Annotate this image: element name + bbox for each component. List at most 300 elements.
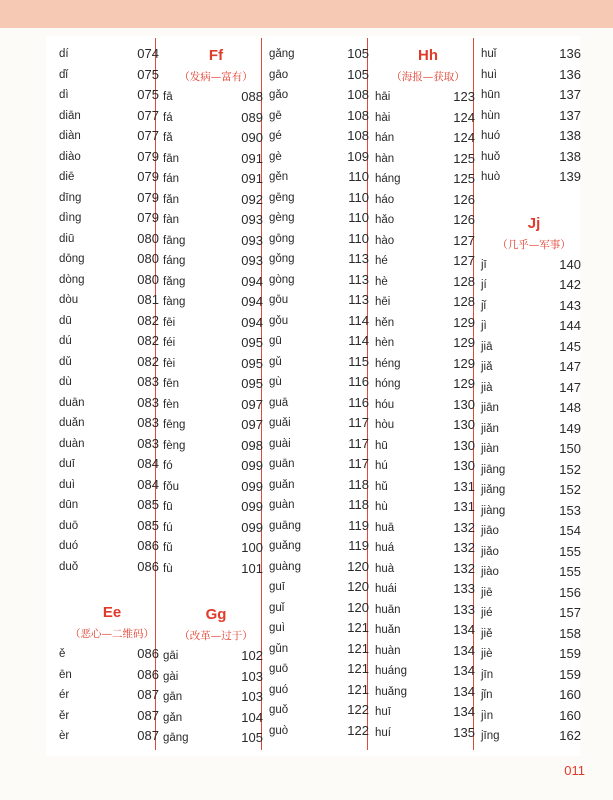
section-range-subtitle: （改革—过于） xyxy=(179,630,253,642)
pinyin-syllable: dìng xyxy=(59,212,82,224)
page-reference: 135 xyxy=(453,724,475,740)
index-entry-row xyxy=(163,333,269,354)
index-column-4 xyxy=(375,44,481,743)
page-reference: 128 xyxy=(453,294,475,309)
index-entry-row xyxy=(163,354,269,375)
index-entry-row xyxy=(59,454,165,475)
pinyin-syllable: duó xyxy=(59,540,79,552)
pinyin-syllable: fǎ xyxy=(163,132,173,144)
page-reference: 117 xyxy=(348,415,369,430)
index-entry-row xyxy=(269,434,375,455)
index-entry-row xyxy=(269,85,375,106)
page-reference: 153 xyxy=(559,502,581,518)
page-reference: 105 xyxy=(347,66,369,82)
index-entry-row xyxy=(375,436,481,457)
pinyin-syllable: fāng xyxy=(163,234,186,247)
index-entry-row xyxy=(481,275,587,296)
pinyin-syllable: hé xyxy=(375,255,388,267)
index-entry-row xyxy=(375,497,481,518)
index-entry-row xyxy=(59,147,165,168)
page-reference: 134 xyxy=(453,622,475,637)
index-entry-row xyxy=(481,357,587,378)
index-entry-row xyxy=(375,354,481,375)
index-entry-row xyxy=(481,542,587,563)
page-reference: 132 xyxy=(453,519,475,535)
index-entry-row xyxy=(481,316,587,337)
index-entry-row xyxy=(163,436,269,457)
pinyin-syllable: huí xyxy=(375,726,391,739)
index-entry-row xyxy=(269,44,375,65)
page-reference: 110 xyxy=(348,230,369,246)
page-reference: 119 xyxy=(348,538,369,553)
pinyin-syllable: hāi xyxy=(375,91,391,103)
pinyin-syllable: ér xyxy=(59,689,70,701)
pinyin-syllable: guàng xyxy=(269,560,301,573)
page-reference: 079 xyxy=(137,210,159,225)
index-entry-row xyxy=(269,454,375,475)
pinyin-syllable: féi xyxy=(163,337,176,349)
page-reference: 104 xyxy=(241,709,263,725)
index-entry-row xyxy=(163,210,269,231)
index-entry-row xyxy=(375,415,481,436)
index-entry-row xyxy=(59,557,165,578)
pinyin-syllable: gān xyxy=(163,691,183,703)
index-entry-row xyxy=(375,456,481,477)
pinyin-syllable: jià xyxy=(481,381,493,394)
pinyin-syllable: fǎn xyxy=(163,193,179,206)
index-entry-row xyxy=(269,495,375,516)
page-reference: 160 xyxy=(559,707,581,723)
pinyin-syllable: hēi xyxy=(375,296,391,308)
index-entry-row xyxy=(375,169,481,190)
index-entry-row xyxy=(375,477,481,498)
pinyin-syllable: hàn xyxy=(375,152,395,165)
pinyin-syllable: huǎng xyxy=(375,685,407,698)
page-reference: 137 xyxy=(559,107,581,123)
index-entry-row xyxy=(269,557,375,578)
index-column-5 xyxy=(481,44,587,747)
page-reference: 086 xyxy=(137,538,159,553)
page-reference: 133 xyxy=(453,581,475,596)
pinyin-syllable: gěn xyxy=(269,171,289,183)
page-reference: 114 xyxy=(348,312,369,328)
index-entry-row xyxy=(481,501,587,522)
index-entry-row xyxy=(163,687,269,708)
pinyin-syllable: huàn xyxy=(375,644,401,657)
pinyin-syllable: gāo xyxy=(269,68,289,81)
pinyin-syllable: fá xyxy=(163,111,173,124)
pinyin-syllable: fèi xyxy=(163,357,176,370)
index-entry-row xyxy=(375,272,481,293)
pinyin-syllable: guī xyxy=(269,581,285,593)
page-reference: 116 xyxy=(348,374,369,389)
page-reference: 133 xyxy=(453,601,475,617)
pinyin-syllable: gē xyxy=(269,109,282,122)
index-entry-row xyxy=(269,167,375,188)
pinyin-syllable: dòu xyxy=(59,294,79,306)
pinyin-syllable: jīn xyxy=(481,668,494,681)
page-reference: 087 xyxy=(137,728,159,743)
pinyin-syllable: guàn xyxy=(269,499,295,511)
page-reference: 095 xyxy=(241,335,263,350)
page-number: 011 xyxy=(564,763,585,778)
page-reference: 085 xyxy=(137,517,159,533)
pinyin-syllable: dǔ xyxy=(59,355,72,368)
pinyin-syllable: huò xyxy=(481,171,501,183)
pinyin-syllable: dōng xyxy=(59,253,85,265)
section-gap xyxy=(59,577,165,601)
index-entry-row xyxy=(59,126,165,147)
index-entry-row xyxy=(481,255,587,276)
index-entry-row xyxy=(163,538,269,559)
page-reference: 079 xyxy=(137,189,159,205)
pinyin-syllable: hèn xyxy=(375,337,395,349)
page-reference: 122 xyxy=(347,722,369,738)
pinyin-syllable: hū xyxy=(375,439,388,452)
pinyin-syllable: jǐn xyxy=(481,689,493,701)
index-entry-row xyxy=(59,167,165,188)
index-entry-row xyxy=(59,372,165,393)
index-entry-row xyxy=(269,598,375,619)
page-reference: 149 xyxy=(559,420,581,436)
index-entry-row xyxy=(375,538,481,559)
pinyin-syllable: dūn xyxy=(59,499,79,511)
pinyin-syllable: háng xyxy=(375,173,401,185)
pinyin-syllable: fó xyxy=(163,460,173,472)
page-reference: 075 xyxy=(137,66,159,82)
pinyin-syllable: duàn xyxy=(59,437,85,450)
page-reference: 086 xyxy=(137,558,159,574)
index-entry-row xyxy=(59,44,165,65)
index-entry-row xyxy=(375,702,481,723)
pinyin-syllable: gēng xyxy=(269,191,295,204)
pinyin-syllable: hòu xyxy=(375,419,395,431)
page-reference: 132 xyxy=(453,560,475,576)
page-reference: 160 xyxy=(559,687,581,702)
page-reference: 159 xyxy=(559,666,581,682)
index-entry-row xyxy=(163,313,269,334)
page-reference: 079 xyxy=(137,148,159,164)
section-letter-heading: Jj xyxy=(527,214,541,232)
index-entry-row xyxy=(59,495,165,516)
index-entry-row xyxy=(163,149,269,170)
page-reference: 138 xyxy=(559,128,581,143)
pinyin-syllable: fān xyxy=(163,152,179,165)
page-reference: 118 xyxy=(348,476,369,492)
page-reference: 089 xyxy=(241,109,263,125)
page-reference: 099 xyxy=(241,458,263,473)
pinyin-syllable: dū xyxy=(59,314,72,327)
page-reference: 113 xyxy=(348,271,369,287)
pinyin-syllable: huáng xyxy=(375,665,407,677)
pinyin-syllable: guǎng xyxy=(269,540,301,552)
pinyin-syllable: jiā xyxy=(481,340,493,353)
index-entry-row xyxy=(163,456,269,477)
pinyin-syllable: jí xyxy=(481,279,487,291)
page-reference: 124 xyxy=(453,109,475,125)
pinyin-syllable: huǐ xyxy=(481,48,497,60)
section-letter-heading: Ee xyxy=(102,604,122,621)
section-letter-heading: Gg xyxy=(205,606,227,623)
pinyin-syllable: guān xyxy=(269,458,295,470)
page-reference: 098 xyxy=(241,437,263,453)
pinyin-syllable: háo xyxy=(375,193,395,206)
index-entry-row xyxy=(269,147,375,168)
page-reference: 152 xyxy=(559,461,581,477)
page-reference: 086 xyxy=(137,646,159,661)
pinyin-syllable: gè xyxy=(269,150,282,163)
index-entry-row xyxy=(269,536,375,557)
page-reference: 102 xyxy=(241,648,263,663)
pinyin-syllable: hùn xyxy=(481,109,501,122)
pinyin-syllable: fán xyxy=(163,173,179,185)
index-entry-row xyxy=(481,398,587,419)
pinyin-syllable: hěn xyxy=(375,316,395,329)
pinyin-syllable: jì xyxy=(481,320,487,332)
pinyin-syllable: hù xyxy=(375,501,388,513)
pinyin-syllable: èr xyxy=(59,730,70,742)
index-entry-row xyxy=(269,413,375,434)
page-reference: 125 xyxy=(453,171,475,186)
pinyin-syllable: guì xyxy=(269,622,285,634)
page-reference: 081 xyxy=(137,292,159,307)
page-reference: 092 xyxy=(241,191,263,207)
page-reference: 094 xyxy=(241,294,263,309)
pinyin-syllable: jīng xyxy=(481,730,500,742)
index-entry-row xyxy=(375,723,481,744)
page-reference: 121 xyxy=(347,640,369,656)
page-reference: 093 xyxy=(241,212,263,227)
index-entry-row xyxy=(375,682,481,703)
index-entry-row xyxy=(481,439,587,460)
index-entry-row xyxy=(163,251,269,272)
page-reference: 080 xyxy=(137,230,159,246)
pinyin-syllable: fáng xyxy=(163,255,186,267)
index-entry-row xyxy=(59,536,165,557)
pinyin-syllable: gé xyxy=(269,130,282,142)
page-reference: 148 xyxy=(559,400,581,415)
index-entry-row xyxy=(481,337,587,358)
pinyin-syllable: huái xyxy=(375,583,397,595)
page-reference: 152 xyxy=(559,482,581,497)
page-reference: 136 xyxy=(559,66,581,82)
page-reference: 119 xyxy=(348,517,369,533)
pinyin-syllable: héng xyxy=(375,357,401,370)
page-reference: 130 xyxy=(453,437,475,453)
index-entry-row xyxy=(375,313,481,334)
page-reference: 127 xyxy=(453,253,475,268)
page-reference: 113 xyxy=(348,292,369,307)
page-reference: 108 xyxy=(347,128,369,143)
index-column-2 xyxy=(163,44,269,749)
index-entry-row xyxy=(375,620,481,641)
index-entry-row xyxy=(269,208,375,229)
index-entry-row xyxy=(59,475,165,496)
index-entry-row xyxy=(59,685,165,706)
index-entry-row xyxy=(481,685,587,706)
page-reference: 094 xyxy=(241,314,263,330)
pinyin-syllable: jiě xyxy=(481,627,493,640)
index-entry-row xyxy=(59,393,165,414)
page-reference: 114 xyxy=(348,333,369,348)
page-reference: 093 xyxy=(241,232,263,248)
pinyin-syllable: jiē xyxy=(481,586,493,599)
pinyin-syllable: dǐ xyxy=(59,68,68,81)
pinyin-syllable: fàn xyxy=(163,214,179,226)
page-reference: 127 xyxy=(453,232,475,248)
index-entry-row xyxy=(163,497,269,518)
page-reference: 121 xyxy=(347,620,369,635)
page-reference: 126 xyxy=(453,212,475,227)
page-reference: 074 xyxy=(137,46,159,61)
page-reference: 086 xyxy=(137,666,159,682)
pinyin-syllable: guǎi xyxy=(269,417,291,429)
index-entry-row xyxy=(163,169,269,190)
index-entry-row xyxy=(59,706,165,727)
pinyin-syllable: huǒ xyxy=(481,150,501,163)
page-reference: 083 xyxy=(137,394,159,410)
page-reference: 088 xyxy=(241,89,263,104)
index-entry-row xyxy=(269,188,375,209)
page-reference: 117 xyxy=(348,456,369,471)
page-reference: 129 xyxy=(453,355,475,371)
page-reference: 156 xyxy=(559,584,581,600)
pinyin-syllable: duī xyxy=(59,458,75,470)
pinyin-syllable: huān xyxy=(375,603,401,616)
pinyin-syllable: jiāo xyxy=(481,525,499,537)
index-entry-row xyxy=(59,249,165,270)
pinyin-syllable: fù xyxy=(163,562,173,575)
index-entry-row xyxy=(59,665,165,686)
index-column-1 xyxy=(59,44,165,747)
index-entry-row xyxy=(269,639,375,660)
pinyin-syllable: guā xyxy=(269,396,289,409)
index-entry-row xyxy=(481,106,587,127)
index-entry-row xyxy=(269,331,375,352)
section-letter-heading: Hh xyxy=(418,47,438,64)
pinyin-syllable: jiàn xyxy=(481,443,499,455)
pinyin-syllable: gǎn xyxy=(163,711,183,724)
pinyin-syllable: jiǎng xyxy=(481,484,506,496)
pinyin-syllable: guǎn xyxy=(269,478,295,491)
page-reference: 115 xyxy=(348,353,369,369)
pinyin-syllable: diào xyxy=(59,150,81,163)
page-reference: 131 xyxy=(453,499,475,514)
pinyin-syllable: jié xyxy=(481,607,493,619)
pinyin-syllable: dí xyxy=(59,48,69,60)
pinyin-syllable: ěr xyxy=(59,709,70,722)
index-entry-row xyxy=(163,395,269,416)
pinyin-syllable: fǒu xyxy=(163,480,179,493)
index-entry-row xyxy=(59,311,165,332)
index-entry-row xyxy=(163,708,269,729)
pinyin-syllable: gòng xyxy=(269,273,295,286)
pinyin-syllable: fā xyxy=(163,91,173,103)
index-entry-row xyxy=(269,65,375,86)
index-entry-row xyxy=(481,147,587,168)
page-reference: 147 xyxy=(559,379,581,395)
page-reference: 124 xyxy=(453,130,475,145)
pinyin-syllable: jiàng xyxy=(481,504,506,517)
index-entry-row xyxy=(163,477,269,498)
page-reference: 108 xyxy=(347,107,369,123)
index-entry-row xyxy=(375,518,481,539)
section-range-subtitle: （恶心—二维码） xyxy=(70,628,154,640)
page-reference: 145 xyxy=(559,338,581,354)
page-reference: 140 xyxy=(559,256,581,272)
pinyin-syllable: hǎo xyxy=(375,214,395,226)
pinyin-syllable: huá xyxy=(375,542,395,554)
page-reference: 099 xyxy=(241,478,263,494)
page-reference: 097 xyxy=(241,396,263,412)
page-reference: 137 xyxy=(559,87,581,102)
pinyin-syllable: fēng xyxy=(163,419,186,431)
page-reference: 120 xyxy=(347,579,369,594)
page-reference: 154 xyxy=(559,523,581,538)
pinyin-syllable: jiǎ xyxy=(481,361,493,373)
page-reference: 108 xyxy=(347,87,369,102)
pinyin-syllable: huì xyxy=(481,68,497,81)
page-reference: 113 xyxy=(348,251,369,266)
pinyin-syllable: hóu xyxy=(375,398,395,411)
pinyin-syllable: guǒ xyxy=(269,704,289,716)
index-entry-row xyxy=(269,618,375,639)
page-reference: 162 xyxy=(559,728,581,743)
index-entry-row xyxy=(269,352,375,373)
page-reference: 142 xyxy=(559,277,581,292)
page-reference: 132 xyxy=(453,540,475,555)
page-reference: 129 xyxy=(453,376,475,391)
page-reference: 087 xyxy=(137,687,159,702)
page-reference: 155 xyxy=(559,543,581,559)
index-entry-row xyxy=(481,65,587,86)
page-reference: 091 xyxy=(241,150,263,166)
index-entry-row xyxy=(163,272,269,293)
page-reference: 130 xyxy=(453,458,475,473)
index-entry-row xyxy=(375,149,481,170)
index-entry-row xyxy=(269,680,375,701)
pinyin-syllable: guāng xyxy=(269,519,301,532)
index-entry-row xyxy=(375,579,481,600)
pinyin-syllable: huǎn xyxy=(375,624,401,636)
index-entry-row xyxy=(269,475,375,496)
pinyin-syllable: jiè xyxy=(481,648,493,660)
index-entry-row xyxy=(481,644,587,665)
index-entry-row xyxy=(59,644,165,665)
index-entry-row xyxy=(481,85,587,106)
page-reference: 110 xyxy=(348,169,369,184)
index-column-3 xyxy=(269,44,375,741)
pinyin-syllable: jǐ xyxy=(481,299,487,312)
pinyin-syllable: diān xyxy=(59,109,81,122)
index-entry-row xyxy=(163,108,269,129)
index-entry-row xyxy=(163,292,269,313)
page-reference: 085 xyxy=(137,497,159,512)
page-reference: 117 xyxy=(348,435,369,451)
page-reference: 110 xyxy=(348,210,369,225)
pinyin-syllable: dì xyxy=(59,89,69,101)
index-entry-row xyxy=(59,65,165,86)
page-reference: 120 xyxy=(347,599,369,615)
pinyin-syllable: gǔn xyxy=(269,642,289,655)
index-entry-row xyxy=(375,374,481,395)
page-reference: 134 xyxy=(453,642,475,658)
page-reference: 134 xyxy=(453,704,475,719)
page-reference: 082 xyxy=(137,333,159,348)
page-reference: 099 xyxy=(241,519,263,535)
index-entry-row xyxy=(163,415,269,436)
index-entry-row xyxy=(481,44,587,65)
